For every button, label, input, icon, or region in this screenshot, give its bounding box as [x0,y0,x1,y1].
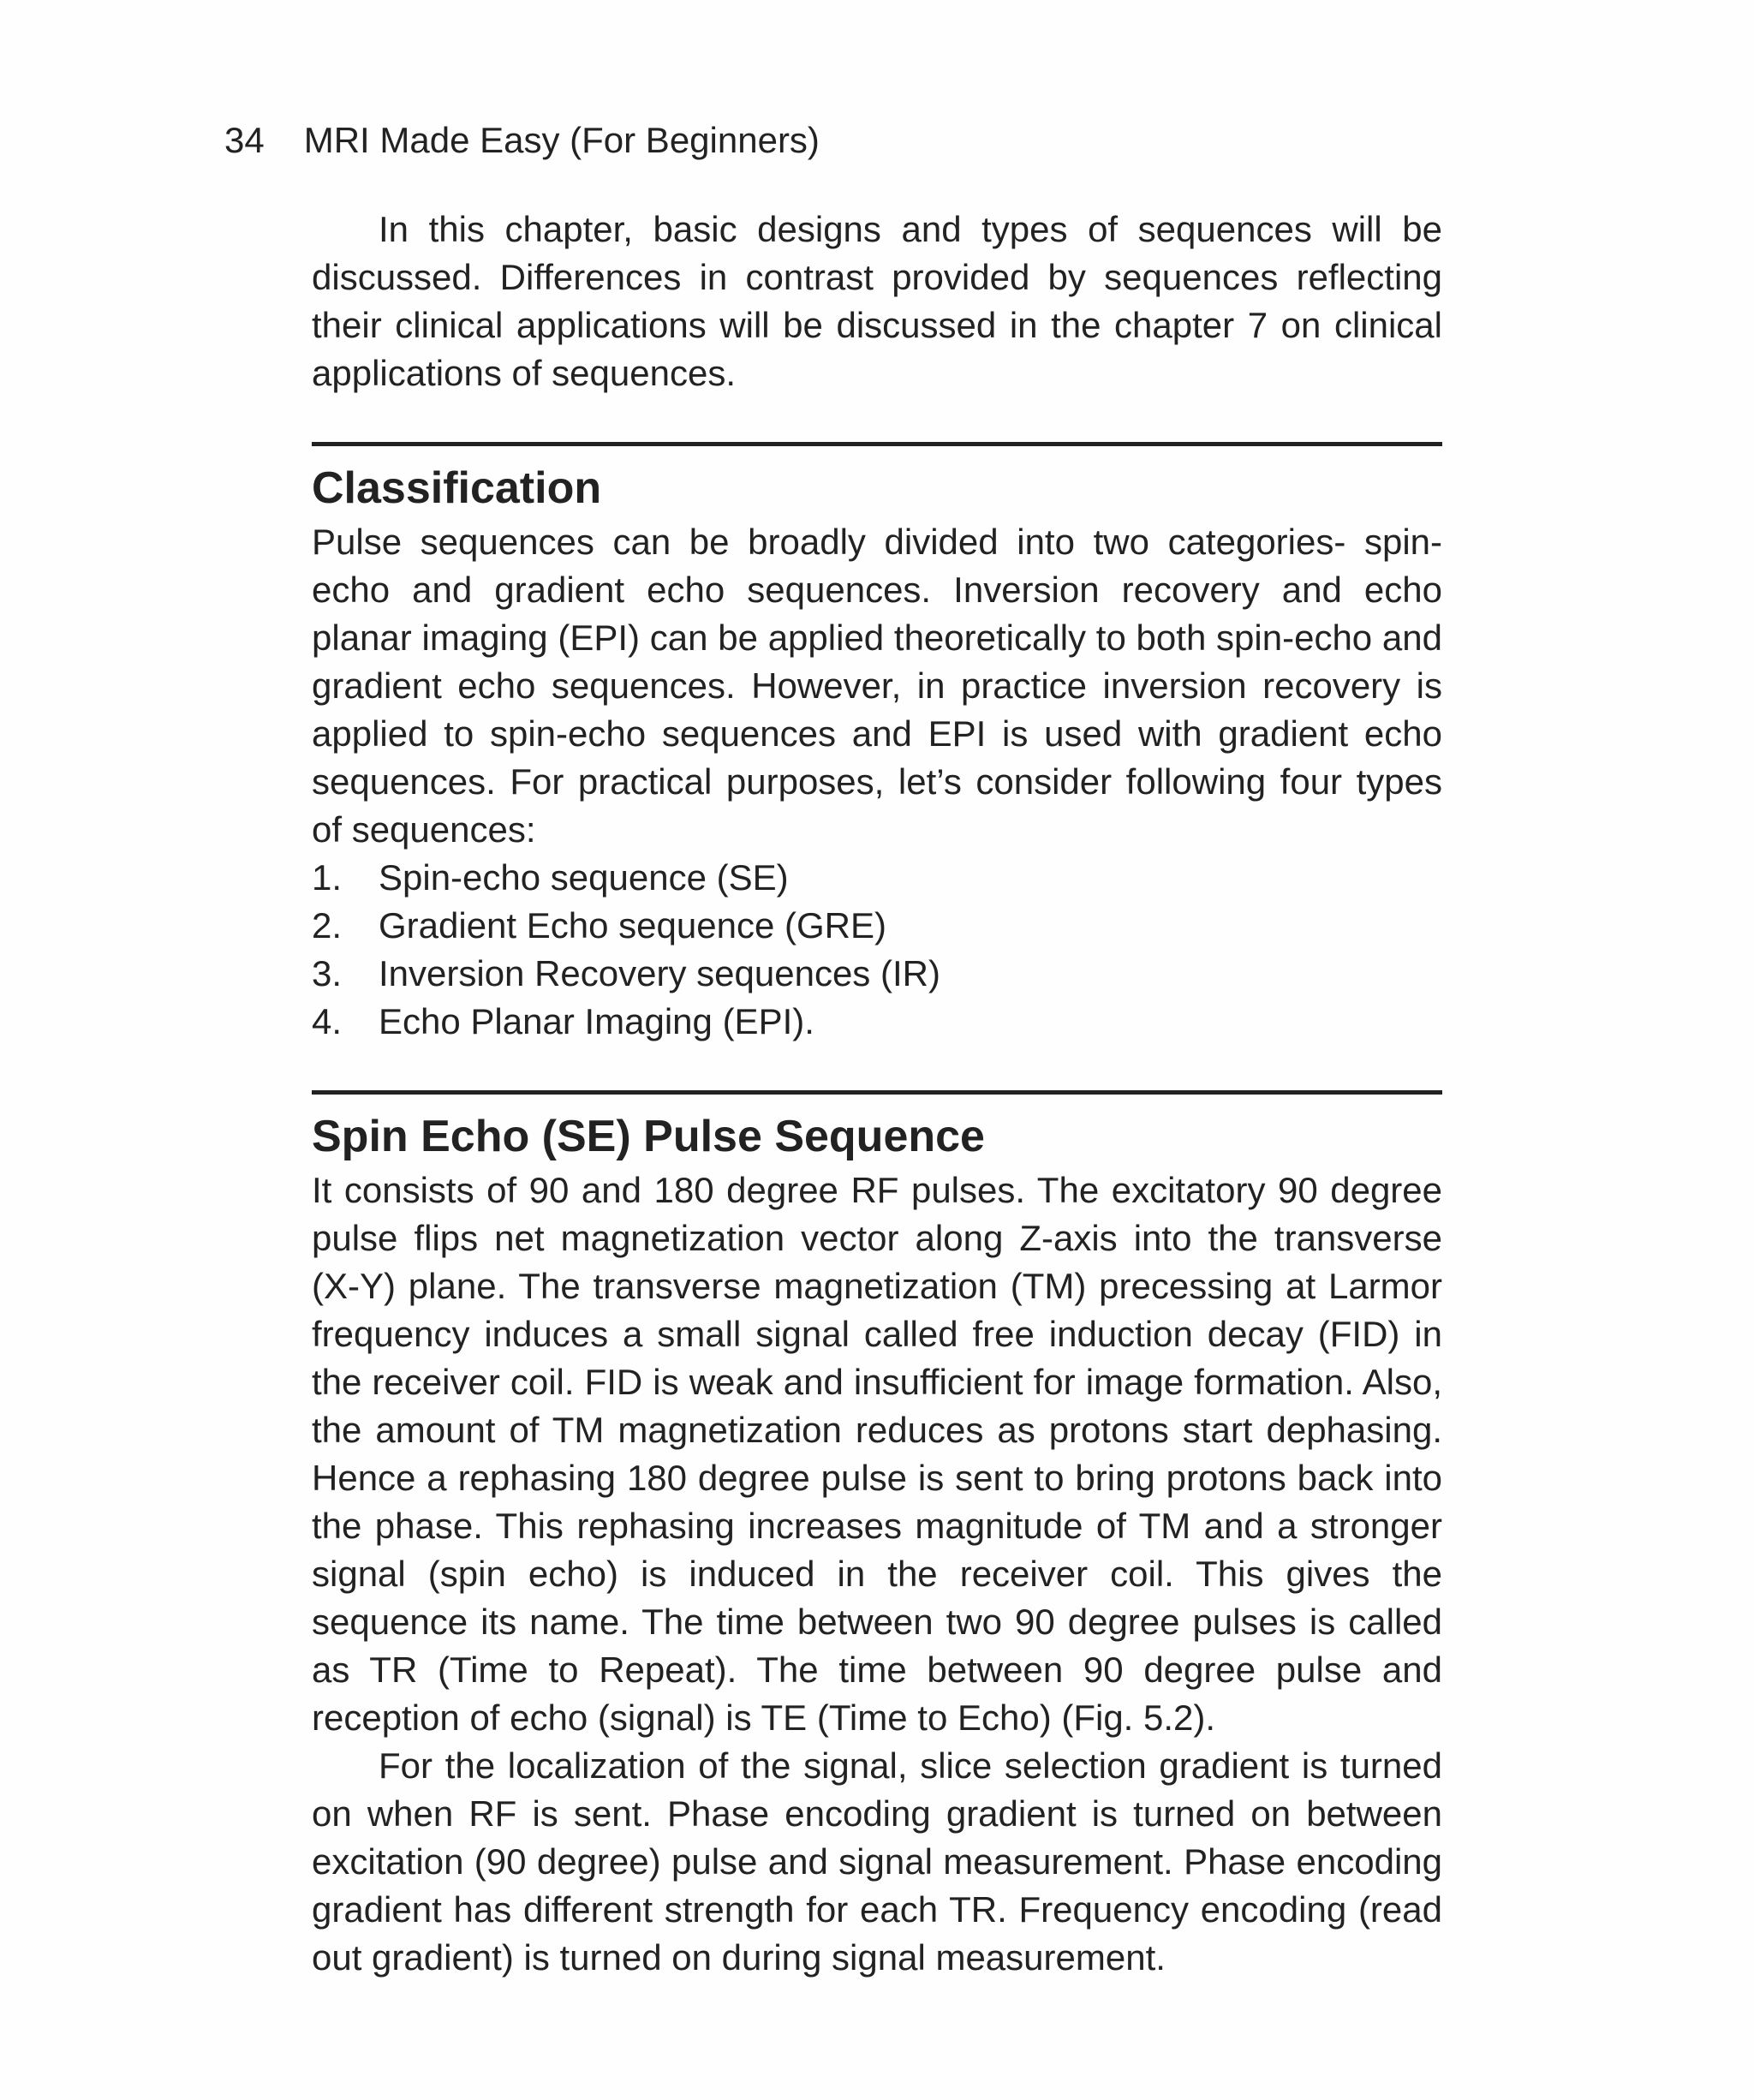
list-item-text: Echo Planar Imaging (EPI). [379,1001,814,1041]
list-item-number: 2. [312,905,343,946]
spin-echo-heading: Spin Echo (SE) Pulse Sequence [312,1112,985,1161]
list-item [312,950,1442,998]
list-item-number: 3. [312,953,343,993]
section-divider [312,1090,1442,1095]
list-item [312,854,1442,902]
intro-paragraph: In this chapter, basic designs and types of sequences will be discussed. Differences in contrast provided by sequences reflecting their clinical applications will be discussed in the chapter 7 on clinical applications of sequences. [312,209,1442,393]
list-item-text: Inversion Recovery sequences (IR) [379,953,940,993]
spin-echo-paragraph: It consists of 90 and 180 degree RF pulses. The excitatory 90 degree pulse flips net magnetization vector along Z-axis into the transverse (X-Y) plane. The transverse magnetization (TM) precessing at Larmor frequency induces a small signal called free induction decay (FID) in the receiver coil. FID is weak and insufficient for image formation. Also, the amount of TM magnetization reduces as protons start dephasing. Hence a rephasing 180 degree pulse is sent to bring protons back into the phase. This rephasing increases magnitude of TM and a stronger signal (spin echo) is induced in the receiver coil. This gives the sequence its name. The time between two 90 degree pulses is called as TR (Time to Repeat). The time between 90 degree pulse and reception of echo (signal) is TE (Time to Echo) (Fig. 5.2). [312,1170,1442,1738]
list-item-text: Gradient Echo sequence (GRE) [379,905,886,946]
list-item-text: Spin-echo sequence (SE) [379,857,789,898]
page-content [312,206,1442,1982]
list-item [312,902,1442,950]
classification-paragraph: Pulse sequences can be broadly divided into two categories- spin-echo and gradient echo sequences. Inversion recovery and echo planar imaging (EPI) can be applied theoretically to both spin-echo and gradient echo sequences. However, in practice inversion recovery is applied to spin-echo sequences and EPI is used with gradient echo sequences. For practical purposes, let’s consider following four types of sequences: [312,522,1442,850]
book-title: MRI Made Easy (For Beginners) [303,120,820,160]
classification-heading: Classification [312,463,602,513]
list-item [312,998,1442,1046]
page-header [224,118,820,163]
classification-section [312,442,1442,1046]
sequence-types-list [312,854,1442,1046]
localization-paragraph: For the localization of the signal, slice selection gradient is turned on when RF is sent. Phase encoding gradient is turned on between excitation (90 degree) pulse and signal measurement. Phase encoding gradient has different strength for each TR. Frequency encoding (read out gradient) is turned on during signal measurement. [312,1745,1442,1978]
list-item-number: 1. [312,857,343,898]
page-number: 34 [224,120,265,160]
spin-echo-section [312,1090,1442,1982]
section-divider [312,442,1442,446]
list-item-number: 4. [312,1001,343,1041]
